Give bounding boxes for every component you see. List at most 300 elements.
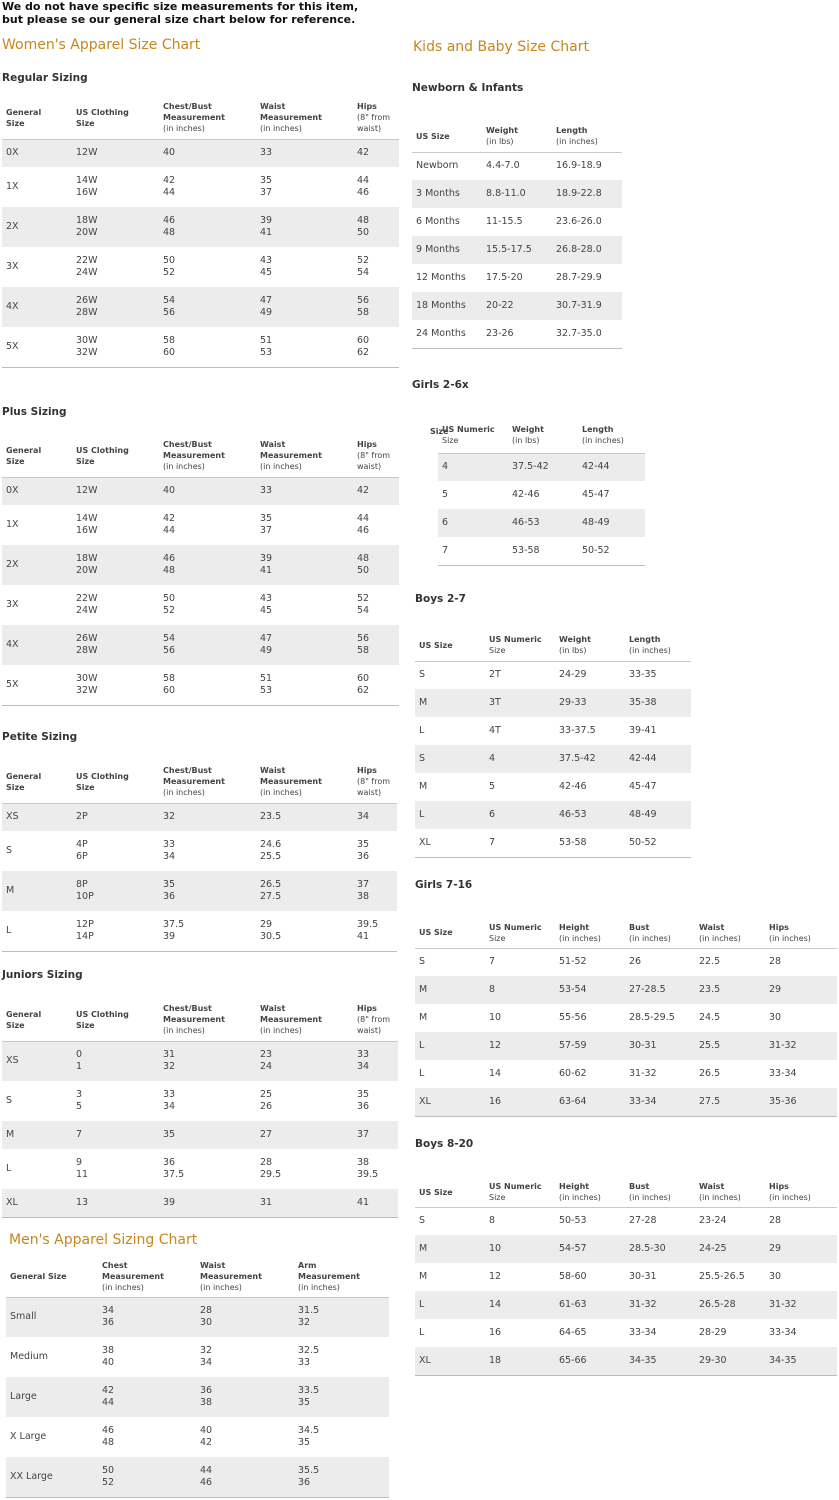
cell-value: M [6,1129,15,1140]
table-cell [2,287,72,327]
table-cell [2,1121,72,1149]
table-cell [294,1457,389,1497]
table-cell [2,477,72,505]
table-cell [485,689,555,717]
table-cell [415,717,485,745]
cell-value: 43 [260,593,273,604]
table-cell [256,167,353,207]
cell-value: 28.5-30 [629,1243,666,1254]
cell-value: 51 [260,672,273,684]
header-label: Measurement [163,777,225,787]
cell-value: 61-63 [559,1299,587,1310]
cell-value: 33-34 [769,1327,797,1338]
cell-value: XL [419,836,431,848]
cell-value: 40 [163,485,176,497]
table-cell [256,327,353,367]
table-cell [485,745,555,773]
header-label: Chest/Bust [163,1004,212,1014]
cell-value: 58-60 [559,1271,587,1282]
table-cell [765,1088,837,1116]
cell-value: 31-32 [629,1299,657,1310]
cell-value: 34 [102,1305,115,1317]
table-row [2,1189,398,1217]
table-row [415,948,837,976]
cell-value: 35.5 [298,1464,320,1476]
column-header [485,918,555,948]
table-cell [72,1121,159,1149]
cell-value: 36 [163,1157,176,1168]
header-label: (in inches) [260,788,302,798]
cell-value: 4 [489,753,496,764]
table-cell [256,625,353,665]
column-header [415,630,485,661]
girls-2-6x-title: Girls 2-6x [412,379,469,391]
table-cell [485,1004,555,1032]
table-cell [415,1263,485,1291]
table-row [2,287,399,327]
header-label: Weight [559,635,591,645]
cell-value: 42 [357,147,370,159]
cell-value: 26W [76,633,98,644]
table-cell [412,292,482,320]
cell-value: 8P [76,879,88,890]
table-cell [353,545,399,585]
cell-value: 49 [260,307,273,318]
cell-value: 33 [357,1049,370,1061]
table-cell [2,1189,72,1217]
table-row [2,477,399,505]
cell-value: 53 [260,346,273,358]
header-label: (in inches) [200,1283,242,1293]
cell-value: 50-53 [559,1215,587,1227]
table-cell [695,948,765,976]
table-cell [353,871,397,911]
header-label: General [6,445,42,455]
column-header [72,761,159,803]
cell-value: 50-52 [629,836,657,848]
table-row [2,1121,398,1149]
table-cell [294,1377,389,1417]
table-cell [353,167,399,207]
cell-value: 28 [260,1157,273,1168]
cell-value: 16 [489,1095,502,1107]
header-label: (in inches) [163,788,205,798]
table-cell [625,1032,695,1060]
header-label: Measurement [200,1272,262,1282]
cell-value: 13 [76,1196,89,1208]
table-cell [625,829,691,857]
cell-value: 14 [489,1068,502,1079]
header-label: Measurement [298,1272,360,1282]
column-header [159,999,256,1041]
table-cell [256,911,353,951]
header-row [2,435,399,477]
table-cell [256,1149,353,1189]
girls-7-16-table [415,918,837,1117]
table-cell [159,665,256,705]
cell-value: 30.5 [260,930,282,942]
cell-value: 16W [76,187,98,198]
cell-value: 35-36 [769,1095,797,1107]
cell-value: 27-28.5 [629,984,666,995]
cell-value: 5X [6,678,19,690]
table-cell [159,207,256,247]
cell-value: 38 [102,1345,115,1356]
header-label: Length [629,635,661,645]
cell-value: 28W [76,645,98,656]
newborn-infants-title: Newborn & Infants [412,82,524,94]
cell-value: 31-32 [769,1299,797,1310]
cell-value: 28W [76,307,98,318]
cell-value: 43 [260,255,273,266]
column-header [159,97,256,139]
cell-value: 31-32 [629,1068,657,1079]
table-cell [765,1235,837,1263]
table-cell [72,505,159,545]
column-header [2,97,72,139]
table-cell [159,247,256,287]
cell-value: 39 [260,553,273,564]
cell-value: 18 Months [416,300,466,311]
table-cell [256,1081,353,1121]
table-cell [765,1207,837,1235]
table-cell [2,1081,72,1121]
cell-value: 37.5-42 [512,461,549,473]
table-cell [485,976,555,1004]
cell-value: S [6,845,13,856]
header-label: Weight [486,126,518,136]
header-label: (in lbs) [512,436,540,446]
table-cell [415,1207,485,1235]
header-label: Chest [102,1261,128,1271]
cell-value: 36 [357,1101,370,1112]
table-row [415,773,691,801]
cell-value: 65-66 [559,1354,587,1366]
cell-value: 23 [260,1049,273,1061]
table-row [2,1041,398,1081]
header-label: Measurement [163,451,225,461]
cell-value: 45-47 [582,489,610,500]
table-cell [555,1060,625,1088]
header-label: Waist [200,1261,226,1271]
cell-value: 23-26 [486,327,514,339]
cell-value: 54 [163,295,176,306]
cell-value: 10 [489,1243,502,1254]
cell-value: 40 [163,147,176,159]
cell-value: 1 [76,1061,83,1073]
table-cell [482,264,552,292]
cell-value: 30-31 [629,1271,657,1282]
header-label: Height [559,922,590,932]
cell-value: 25.5-26.5 [699,1271,745,1282]
cell-value: L [6,1163,12,1174]
table-row [415,661,691,689]
cell-value: 42 [102,1385,115,1396]
cell-value: 32 [200,1345,213,1356]
cell-value: 35 [163,879,176,890]
header-label: Size [442,436,459,446]
table-cell [353,625,399,665]
table-cell [508,509,578,537]
boys-2-7-table [415,630,691,858]
table-cell [415,1235,485,1263]
cell-value: 34 [357,811,370,823]
cell-value: 36 [200,1385,213,1396]
cell-value: 42-44 [629,753,657,764]
header-label: US Clothing [76,1009,129,1019]
table-cell [353,1081,398,1121]
cell-value: 37 [260,525,273,536]
cell-value: 22W [76,255,98,266]
cell-value: 63-64 [559,1095,587,1107]
table-row [2,625,399,665]
header-label: US Numeric [489,635,542,645]
table-cell [256,1189,353,1217]
column-header [159,761,256,803]
table-cell [353,247,399,287]
header-label: General Size [10,1272,67,1282]
cell-value: 2X [6,559,19,570]
cell-value: 24.6 [260,839,282,850]
table-cell [72,139,159,167]
cell-value: 1X [6,519,19,530]
cell-value: 23.6-26.0 [556,216,602,227]
table-cell [159,1189,256,1217]
table-cell [72,327,159,367]
cell-value: 34-35 [629,1354,657,1366]
cell-value: 42 [163,175,176,186]
table-cell [415,1291,485,1319]
header-label: Weight [512,425,544,435]
girls-2-6x-table [426,418,645,566]
table-cell [625,1319,695,1347]
table-cell [555,1347,625,1375]
table-cell [485,948,555,976]
table-cell [196,1457,294,1497]
cell-value: M [419,697,428,708]
table-cell [2,803,72,831]
table-cell [625,773,691,801]
cell-value: 30-31 [629,1040,657,1051]
header-label: (8" from [357,777,391,787]
header-label: (in inches) [629,1193,671,1203]
cell-value: 39 [163,930,176,942]
table-cell [695,1088,765,1116]
table-cell [256,803,353,831]
header-label: US Size [416,131,450,141]
cell-value: 42 [163,513,176,524]
cell-value: 48 [163,565,176,576]
table-row [412,236,622,264]
cell-value: 48 [357,215,370,226]
header-label: General [6,107,42,117]
cell-value: 51-52 [559,956,587,968]
header-label: Chest/Bust [163,440,212,450]
table-row [415,1263,837,1291]
cell-value: 34 [200,1357,213,1368]
cell-value: 57-59 [559,1040,587,1051]
petite-sizing-table [2,761,397,952]
table-cell [415,801,485,829]
cell-value: 6 Months [416,216,460,227]
table-cell [625,717,691,745]
cell-value: XL [419,1354,431,1366]
cell-value: 23.5 [260,811,282,823]
cell-value: 52 [357,593,370,604]
header-label: Size [489,646,506,656]
row-spacer [426,509,438,537]
cell-value: 64-65 [559,1327,587,1338]
table-cell [353,665,399,705]
header-label: Hips [357,766,377,776]
table-cell [72,1081,159,1121]
table-cell [353,477,399,505]
header-label: US Numeric [489,922,542,932]
cell-value: 47 [260,295,273,306]
table-cell [485,773,555,801]
cell-value: 53-58 [512,544,540,556]
table-cell [294,1417,389,1457]
header-label: (in inches) [559,933,601,943]
table-cell [159,287,256,327]
table-cell [415,661,485,689]
header-label: Size [76,782,95,792]
cell-value: 33-35 [629,669,657,681]
cell-value: 29-30 [699,1354,727,1366]
table-cell [482,320,552,348]
cell-value: 36 [298,1476,311,1488]
cell-value: 48 [163,227,176,238]
table-cell [412,236,482,264]
table-cell [508,481,578,509]
plus-sizing-table [2,435,399,706]
cell-value: 3X [6,599,19,610]
column-header [196,1257,294,1297]
table-cell [2,665,72,705]
cell-value: 33 [298,1357,311,1368]
table-row [412,208,622,236]
kids-chart-title: Kids and Baby Size Chart [413,39,589,55]
cell-value: 14W [76,513,98,524]
header-label: US Size [419,640,453,650]
header-row [2,97,399,139]
table-cell [415,976,485,1004]
cell-value: 18.9-22.8 [556,188,602,199]
table-row [2,911,397,951]
table-cell [196,1377,294,1417]
cell-value: S [419,753,426,764]
table-cell [482,236,552,264]
table-cell [482,180,552,208]
cell-value: L [419,1068,425,1079]
cell-value: 26W [76,295,98,306]
table-cell [2,207,72,247]
table-cell [353,505,399,545]
header-label: (8" from [357,1015,391,1025]
cell-value: 30W [76,334,98,346]
table-cell [353,1041,398,1081]
cell-value: 4X [6,639,19,650]
table-cell [482,292,552,320]
table-cell [159,625,256,665]
table-cell [555,948,625,976]
note-line-1: We do not have specific size measurements for this item, [2,0,359,13]
header-label: (in inches) [559,1193,601,1203]
header-label: Waist [699,1182,725,1192]
table-cell [159,167,256,207]
girls-7-16-title: Girls 7-16 [415,879,473,891]
cell-value: 45 [260,605,273,616]
table-cell [196,1417,294,1457]
cell-value: 33-37.5 [559,725,596,736]
cell-value: 53-58 [559,836,587,848]
header-label: Hips [357,102,377,112]
cell-value: 26.5 [260,879,282,890]
cell-value: 8 [489,1215,496,1227]
cell-value: 7 [442,544,449,556]
cell-value: L [419,1299,425,1310]
boys-8-20-table [415,1178,837,1376]
table-cell [98,1337,196,1377]
plus-sizing-title: Plus Sizing [2,406,67,418]
cell-value: XS [6,1055,19,1067]
header-label: (in inches) [163,124,205,134]
header-row [6,1257,389,1297]
table-cell [485,661,555,689]
cell-value: 5 [442,489,449,500]
cell-value: 33-34 [629,1095,657,1107]
cell-value: 23.5 [699,984,721,995]
cell-value: 14 [489,1299,502,1310]
cell-value: 29 [769,1243,782,1254]
header-label: (in inches) [699,1193,741,1203]
table-cell [625,948,695,976]
boys-8-20-title: Boys 8-20 [415,1138,474,1150]
table-row [2,139,399,167]
column-header [695,1178,765,1207]
cell-value: 8 [489,984,496,995]
table-cell [555,661,625,689]
cell-value: 56 [163,307,176,318]
column-header [765,918,837,948]
table-row [415,1060,837,1088]
table-cell [353,831,397,871]
row-spacer [426,481,438,509]
table-cell [415,1060,485,1088]
table-row [2,831,397,871]
header-label: Waist [260,102,286,112]
table-cell [485,1088,555,1116]
table-cell [2,505,72,545]
cell-value: 7 [489,836,496,848]
cell-value: XX Large [10,1470,53,1482]
cell-value: 35 [357,839,370,850]
table-row [6,1297,389,1337]
table-cell [256,477,353,505]
table-cell [2,585,72,625]
table-cell [2,327,72,367]
cell-value: 6 [489,809,496,820]
table-cell [256,247,353,287]
newborn-infants-table [412,121,622,349]
cell-value: 14W [76,175,98,186]
table-row [426,509,645,537]
table-cell [353,1121,398,1149]
table-cell [72,585,159,625]
header-label: (8" from [357,451,391,461]
cell-value: 38 [357,891,370,902]
cell-value: 27-28 [629,1215,657,1227]
